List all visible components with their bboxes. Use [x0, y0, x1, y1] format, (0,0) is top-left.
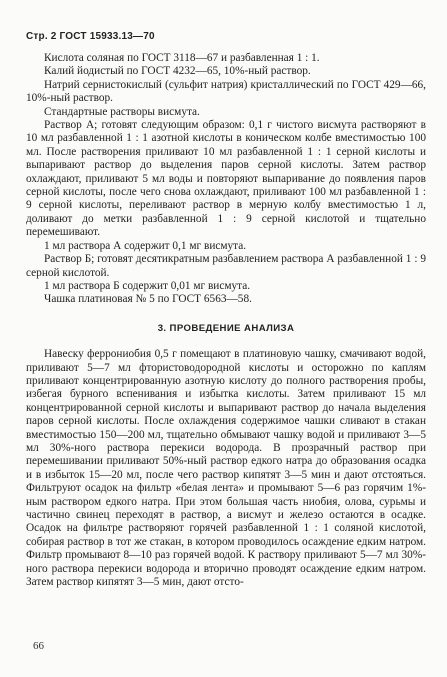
paragraph: Калий йодистый по ГОСТ 4232—65, 10%-ный раствор.	[44, 65, 311, 78]
paragraph: Стандартные растворы висмута.	[44, 105, 200, 118]
section-heading: 3. ПРОВЕДЕНИЕ АНАЛИЗА	[157, 322, 295, 334]
paragraph: Чашка платиновая № 5 по ГОСТ 6563—58.	[44, 293, 252, 306]
page-number: 66	[33, 640, 44, 652]
paragraph: 1 мл раствора А содержит 0,1 мг висмута.	[44, 239, 247, 252]
paragraph: Раствор А; готовят следующим образом: 0,1 г чистого висмута растворяют в 10 мл разбавленной 1 : 1 азотной кислоты в коническом колбе вместимостью 100 мл. После растворения приливают 10 мл разбавленной 1 : 1 серной кислоты и выпаривают раствор до выделения паров серной кислоты. Затем раствор охлаждают, приливают 5 мл воды и повторяют выпаривание до появления паров серной кислоты, после чего снова охлаждают, приливают 100 мл разбавленной 1 : 9 серной кислоты, переливают раствор в мерную колбу вместимостью 1 л, доливают до метки разбавленной 1 : 9 серной кислотой и тщательно перемешивают.	[26, 119, 426, 239]
document-body	[26, 52, 426, 589]
paragraph: Кислота соляная по ГОСТ 3118—67 и разбавленная 1 : 1.	[44, 52, 320, 64]
page-header: Стр. 2 ГОСТ 15933.13—70	[26, 31, 155, 42]
paragraph: Натрий сернистокислый (сульфит натрия) кристаллический по ГОСТ 429—66, 10%-ный раствор.	[26, 78, 426, 105]
paragraph: Раствор Б; готовят десятикратным разбавлением раствора А разбавленной 1 : 9 серной кислотой.	[26, 253, 426, 279]
paragraph: Навеску феррониобия 0,5 г помещают в платиновую чашку, смачивают водой, приливают 5—7 мл фтористоводородной кислоты и осторожно по каплям приливают концентрированную азотную кислоту до полного растворения пробы, избегая бурного вспенивания и избытка кислоты. Затем приливают 15 мл концентрированной серной кислоты и выпаривают раствор до начала выделения паров серной кислоты. После охлаждения содержимое чашки сливают в стакан вместимостью 150—200 мл, тщательно обмывают чашку водой и приливают 3—5 мл 30%-ного раствора перекиси водорода. В прозрачный раствор при перемешивании приливают 50%-ный раствор едкого натра до образования осадка и в избыток 15—20 мл, после чего раствор кипятят 3—5 мин и дают отстояться. Фильтруют осадок на фильтр «белая лента» и промывают 5—6 раз горячим 1%-ным раствором едкого натра. При этом большая часть ниобия, олова, сурьмы и частично свинец переходят в раствор, а висмут и железо остаются в осадке. Осадок на фильтре растворяют горячей разбавленной 1 : 1 соляной кислотой, собирая раствор в тот же стакан, в котором проводилось осаждение едким натром. Фильтр промывают 8—10 раз горячей водой. К раствору приливают 5—7 мл 30%-ного раствора перекиси водорода и вторично проводят осаждение едким натром. Затем раствор кипятят 3—5 мин, дают отсто-	[26, 348, 426, 589]
paragraph: 1 мл раствора Б содержит 0,01 мг висмута.	[44, 279, 251, 292]
